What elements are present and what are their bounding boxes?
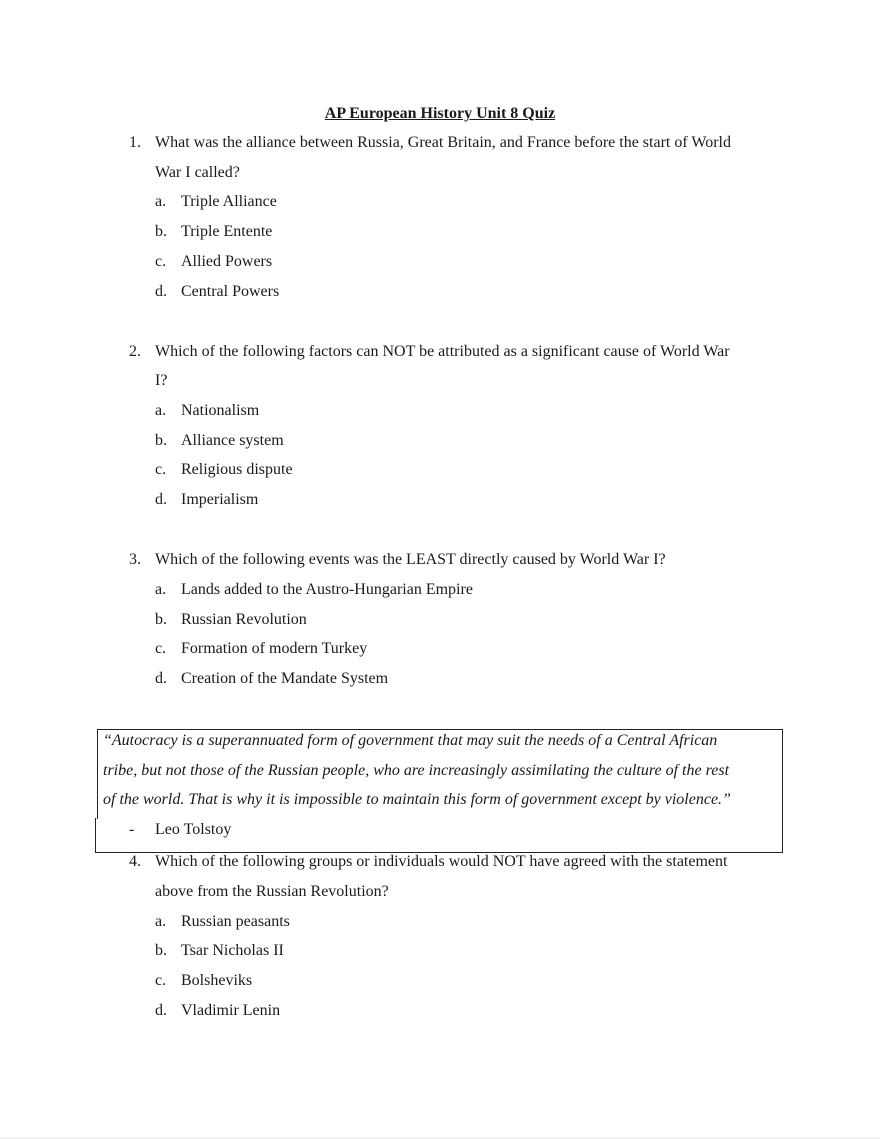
question-text: Which of the following groups or individuals would NOT have agreed with the statement — [155, 853, 728, 870]
option-text: Imperialism — [181, 491, 259, 508]
option-text: Triple Entente — [181, 223, 273, 240]
question-text: I? — [155, 372, 168, 389]
option-letter: a. — [155, 581, 167, 598]
question-text: above from the Russian Revolution? — [155, 883, 389, 900]
option-text: Alliance system — [181, 432, 284, 449]
option-letter: d. — [155, 491, 167, 508]
option-letter: b. — [155, 432, 167, 449]
quote-box-border — [97, 729, 98, 819]
option-text: Russian Revolution — [181, 611, 307, 628]
option-letter: a. — [155, 402, 167, 419]
option-text: Triple Alliance — [181, 193, 277, 210]
quote-text: “Autocracy is a superannuated form of government that may suit the needs of a Central African — [103, 732, 718, 749]
option-letter: d. — [155, 670, 167, 687]
option-text: Allied Powers — [181, 253, 273, 270]
option-letter: b. — [155, 223, 167, 240]
option-letter: d. — [155, 1002, 167, 1019]
option-text: Nationalism — [181, 402, 260, 419]
quote-text: of the world. That is why it is impossible to maintain this form of government except by violence.” — [103, 791, 731, 808]
question-text: Which of the following factors can NOT be attributed as a significant cause of World War — [155, 343, 730, 360]
quote-attribution-dash: - — [129, 821, 135, 838]
option-text: Creation of the Mandate System — [181, 670, 389, 687]
option-letter: b. — [155, 942, 167, 959]
question-number: 4. — [129, 853, 141, 870]
option-text: Central Powers — [181, 283, 280, 300]
option-text: Vladimir Lenin — [181, 1002, 281, 1019]
option-letter: c. — [155, 972, 167, 989]
question-number: 2. — [129, 343, 141, 360]
question-number: 1. — [129, 134, 141, 151]
option-letter: a. — [155, 193, 167, 210]
option-letter: d. — [155, 283, 167, 300]
option-letter: c. — [155, 253, 167, 270]
option-letter: a. — [155, 913, 167, 930]
quote-box-border — [782, 729, 783, 852]
option-text: Religious dispute — [181, 461, 293, 478]
quote-text: tribe, but not those of the Russian people, who are increasingly assimilating the culture of the rest — [103, 762, 730, 779]
quote-author: Leo Tolstoy — [155, 821, 232, 838]
option-letter: c. — [155, 461, 167, 478]
document-title: AP European History Unit 8 Quiz — [324, 105, 556, 122]
option-text: Russian peasants — [181, 913, 290, 930]
question-text: What was the alliance between Russia, Great Britain, and France before the start of World — [155, 134, 731, 151]
option-text: Bolsheviks — [181, 972, 253, 989]
option-text: Tsar Nicholas II — [181, 942, 284, 959]
option-letter: c. — [155, 640, 167, 657]
question-number: 3. — [129, 551, 141, 568]
option-text: Formation of modern Turkey — [181, 640, 368, 657]
option-text: Lands added to the Austro-Hungarian Empire — [181, 581, 473, 598]
question-text: Which of the following events was the LEAST directly caused by World War I? — [155, 551, 666, 568]
quote-box-border — [95, 818, 96, 852]
question-text: War I called? — [155, 164, 240, 181]
option-letter: b. — [155, 611, 167, 628]
